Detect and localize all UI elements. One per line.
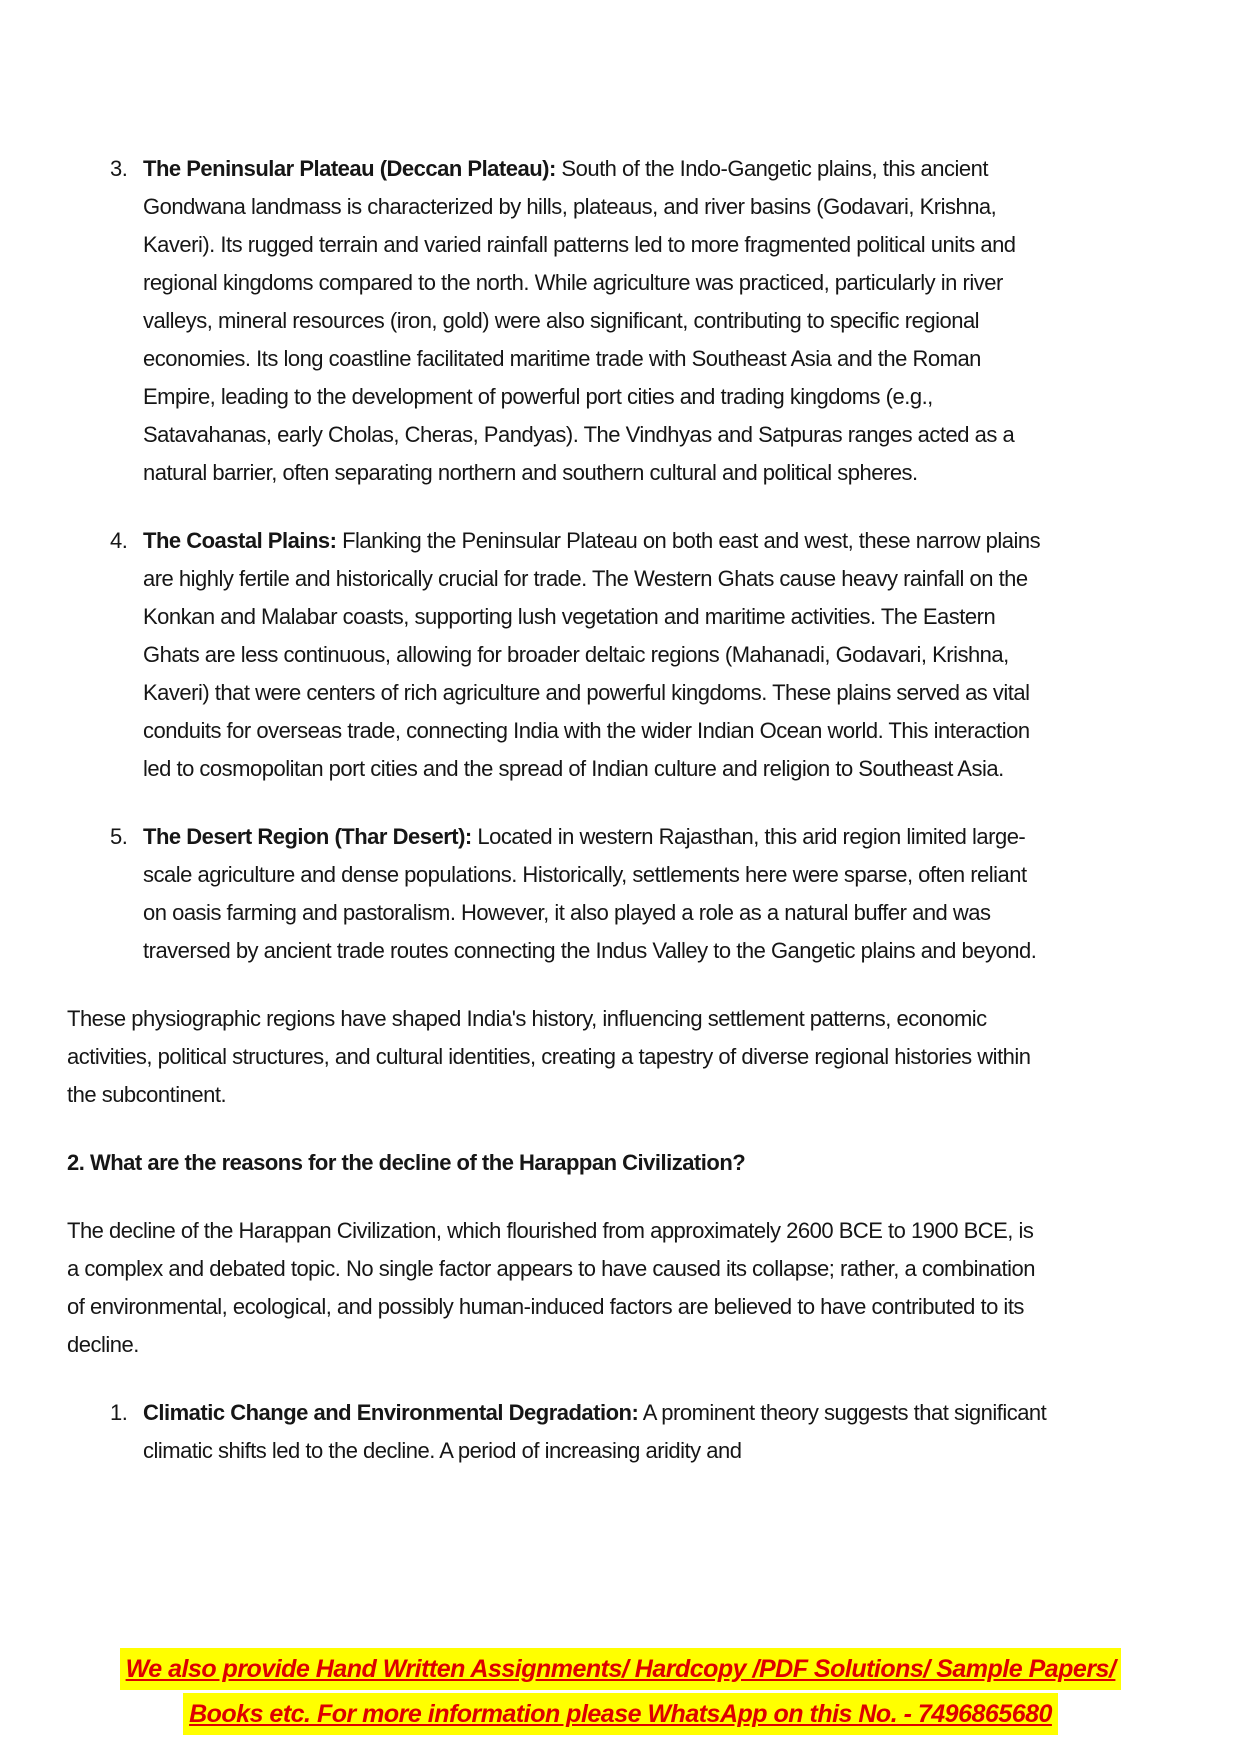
list-item-lead: The Desert Region (Thar Desert):: [143, 824, 472, 849]
list-item-climatic-change: [110, 1394, 1241, 1470]
list-item-peninsular-plateau: [110, 150, 1241, 492]
intro-paragraph: The decline of the Harappan Civilization, which flourished from approximately 2600 BCE to 1900 BCE, is a complex and debated topic. No single factor appears to have caused its collapse; rather, a combination of environmental, ecological, and possibly human-induced factors are believed to have contributed to its decline.: [67, 1218, 1035, 1357]
list-item-body: South of the Indo-Gangetic plains, this ancient Gondwana landmass is characterized by hills, plateaus, and river basins (Godavari, Krishna, Kaveri). Its rugged terrain and varied rainfall patterns led to more fragmented political units and regional kingdoms compared to the north. While agriculture was practiced, particularly in river valleys, mineral resources (iron, gold) were also significant, contributing to specific regional economies. Its long coastline facilitated maritime trade with Southeast Asia and the Roman Empire, leading to the development of powerful port cities and trading kingdoms (e.g., Satavahanas, early Cholas, Cheras, Pandyas). The Vindhyas and Satpuras ranges acted as a natural barrier, often separating northern and southern cultural and political spheres.: [143, 156, 1016, 485]
promo-line-2: Books etc. For more information please WhatsApp on this No. - 7496865680: [183, 1693, 1058, 1735]
list-item-lead: Climatic Change and Environmental Degradation:: [143, 1400, 639, 1425]
list-item-lead: The Coastal Plains:: [143, 528, 337, 553]
list-item-number: 4.: [110, 528, 128, 553]
closing-paragraph: These physiographic regions have shaped India's history, influencing settlement patterns, economic activities, political structures, and cultural identities, creating a tapestry of diverse regional histories within the subcontinent.: [67, 1006, 1031, 1107]
list-item-body: A prominent theory suggests that significant climatic shifts led to the decline. A period of increasing aridity and: [143, 1400, 1047, 1463]
promo-footer: [0, 1648, 1241, 1738]
list-item-body: Flanking the Peninsular Plateau on both east and west, these narrow plains are highly fertile and historically crucial for trade. The Western Ghats cause heavy rainfall on the Konkan and Malabar coasts, supporting lush vegetation and maritime activities. The Eastern Ghats are less continuous, allowing for broader deltaic regions (Mahanadi, Godavari, Krishna, Kaveri) that were centers of rich agriculture and powerful kingdoms. These plains served as vital conduits for overseas trade, connecting India with the wider Indian Ocean world. This interaction led to cosmopolitan port cities and the spread of Indian culture and religion to Southeast Asia.: [143, 528, 1041, 781]
promo-footer-line: [0, 1693, 1241, 1735]
list-item-text: [143, 1394, 1048, 1470]
question-heading: 2. What are the reasons for the decline of the Harappan Civilization?: [67, 1150, 746, 1175]
list-item-text: [143, 150, 1048, 492]
document-body: [0, 150, 1241, 1500]
list-item-number: 1.: [110, 1400, 128, 1425]
list-item-text: [143, 818, 1048, 970]
promo-line-1: We also provide Hand Written Assignments/ Hardcopy /PDF Solutions/ Sample Papers/: [120, 1648, 1122, 1690]
list-item-number: 3.: [110, 156, 128, 181]
list-item-desert-region: [110, 818, 1241, 970]
list-item-text: [143, 522, 1048, 788]
list-item-lead: The Peninsular Plateau (Deccan Plateau):: [143, 156, 556, 181]
list-item-body: Located in western Rajasthan, this arid region limited large-scale agriculture and dense populations. Historically, settlements here were sparse, often reliant on oasis farming and pastoralism. However, it also played a role as a natural buffer and was traversed by ancient trade routes connecting the Indus Valley to the Gangetic plains and beyond.: [143, 824, 1037, 963]
list-item-coastal-plains: [110, 522, 1241, 788]
list-item-number: 5.: [110, 824, 128, 849]
promo-footer-line: [0, 1648, 1241, 1690]
